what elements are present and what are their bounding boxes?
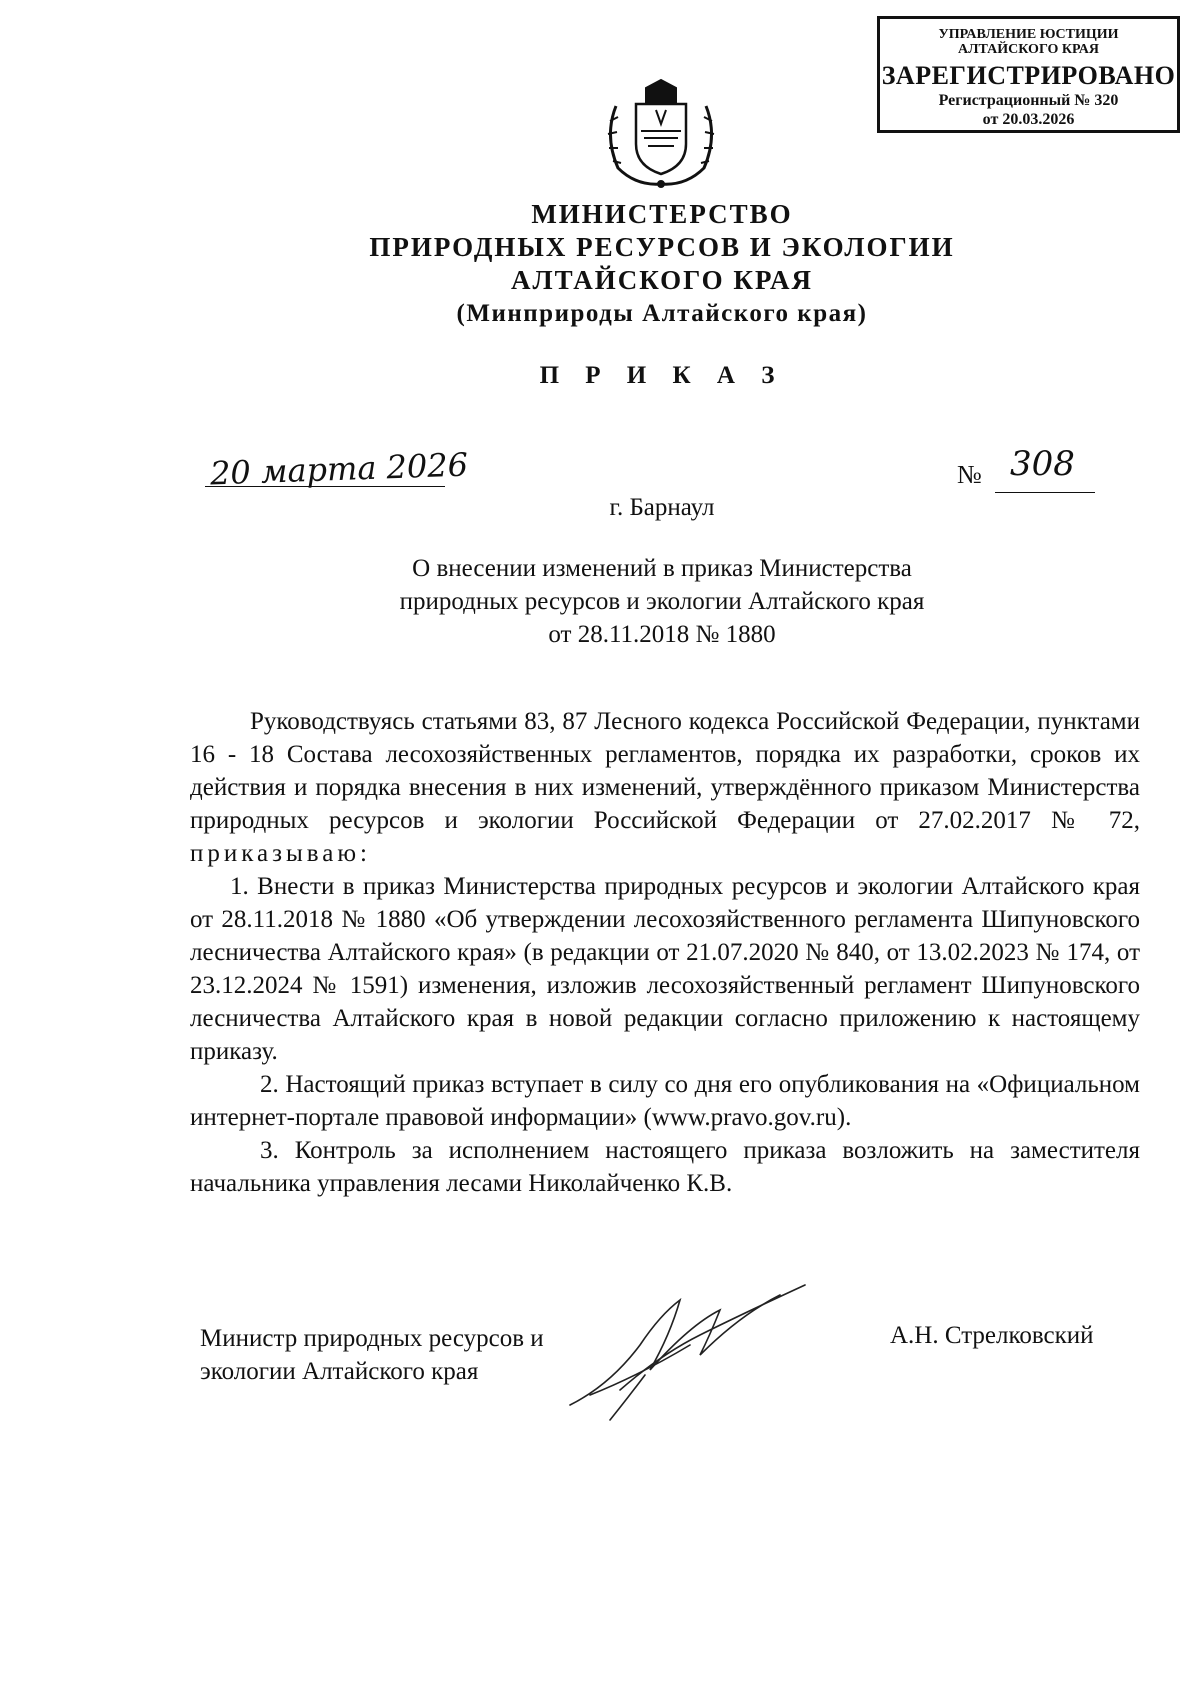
title-line3: от 28.11.2018 № 1880	[548, 621, 776, 648]
title-line1: О внесении изменений в приказ Министерства	[412, 555, 912, 582]
position-line2: экологии Алтайского края	[200, 1358, 479, 1385]
handwritten-date: 20 марта 2026	[209, 445, 469, 493]
header-line4: (Минприроды Алтайского края)	[456, 300, 868, 327]
item-2: 2. Настоящий приказ вступает в силу со дня его опубликования на «Официальном интернет-портале правовой информации» (www.pravo.gov.ru).	[190, 1071, 1140, 1131]
signer-name: А.Н. Стрелковский	[890, 1322, 1094, 1349]
header-line2: ПРИРОДНЫХ РЕСУРСОВ И ЭКОЛОГИИ	[369, 232, 955, 262]
preamble-text: Руководствуясь статьями 83, 87 Лесного кодекса Российской Федерации, пунктами 16 - 18 Состава лесохозяйственных регламентов, порядка их разработки, сроков их действия и порядка внесения в них изменений, утверждённого приказом Министерства природных ресурсов и экологии Российской Федерации от 27.02.2017 № 72,	[190, 708, 1140, 834]
signer-position	[200, 1322, 544, 1388]
stamp-line2: АЛТАЙСКОГО КРАЯ	[957, 42, 1100, 57]
stamp-reg-number: Регистрационный № 320	[938, 92, 1119, 109]
handwritten-number: 308	[1010, 444, 1075, 484]
preamble-verb: приказываю:	[190, 840, 371, 867]
header-line1: МИНИСТЕРСТВО	[531, 199, 793, 229]
city: г. Барнаул	[609, 494, 715, 521]
document-title	[0, 552, 1200, 651]
number-underline	[995, 492, 1095, 493]
coat-of-arms-icon	[596, 76, 726, 191]
header-line3: АЛТАЙСКОГО КРАЯ	[510, 265, 814, 295]
stamp-reg-date: от 20.03.2026	[982, 111, 1075, 128]
item-3: 3. Контроль за исполнением настоящего приказа возложить на заместителя начальника управления лесами Николайченко К.В.	[190, 1137, 1140, 1197]
item-1: 1. Внести в приказ Министерства природных ресурсов и экологии Алтайского края от 28.11.2018 № 1880 «Об утверждении лесохозяйственного регламента Шипуновского лесничества Алтайского края» (в редакции от 21.07.2020 № 840, от 13.02.2023 № 174, от 23.12.2024 № 1591) изменения, изложив лесохозяйственный регламент Шипуновского лесничества Алтайского края в новой редакции согласно приложению к настоящему приказу.	[190, 873, 1140, 1065]
preamble-paragraph	[190, 705, 1140, 870]
title-line2: природных ресурсов и экологии Алтайского края	[399, 588, 925, 615]
date-underline	[205, 486, 445, 487]
document-body	[190, 705, 1140, 1200]
number-label: №	[957, 460, 982, 489]
stamp-line1: УПРАВЛЕНИЕ ЮСТИЦИИ	[938, 27, 1119, 42]
registration-stamp	[877, 16, 1180, 133]
document-type: П Р И К А З	[539, 362, 785, 389]
position-line1: Министр природных ресурсов и	[200, 1325, 544, 1352]
stamp-status: ЗАРЕГИСТРИРОВАНО	[881, 61, 1176, 90]
handwritten-signature	[550, 1275, 830, 1425]
ministry-header	[0, 198, 1200, 330]
